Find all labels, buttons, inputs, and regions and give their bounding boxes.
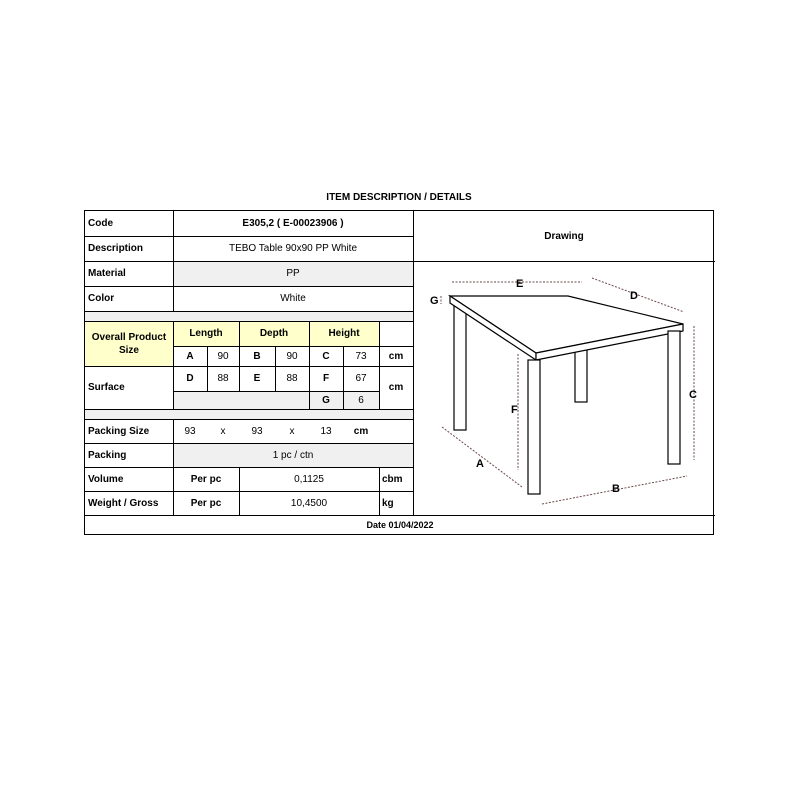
overall-size-label-line1: Overall Product <box>91 331 167 343</box>
drawing-letter-e: E <box>516 278 524 290</box>
dim-value-f: 67 <box>355 373 367 384</box>
footer-date: Date 01/04/2022 <box>366 520 434 530</box>
drawing-title: Drawing <box>544 230 584 242</box>
volume-unit: cbm <box>382 473 403 485</box>
drawing-letter-f: F <box>511 404 518 416</box>
code-value: E305,2 ( E-00023906 ) <box>242 218 344 229</box>
dim-value-g: 6 <box>358 394 364 406</box>
dim-value-e: 88 <box>286 373 298 384</box>
color-value: White <box>280 293 306 304</box>
dim-value-c: 73 <box>355 350 367 362</box>
drawing-letter-b: B <box>612 483 620 495</box>
dim-letter-b: B <box>253 350 261 362</box>
weight-value: 10,4500 <box>290 497 328 509</box>
spacer-shade-1 <box>85 311 413 321</box>
packing-value: 1 pc / ctn <box>272 449 314 461</box>
overall-unit: cm <box>388 350 404 362</box>
table-drawing <box>412 262 712 512</box>
length-header: Length <box>189 328 223 339</box>
packing-size-x2: x <box>289 425 295 437</box>
surface-label: Surface <box>88 382 125 393</box>
dim-line-a <box>442 427 522 487</box>
packing-size-length: 93 <box>184 425 196 437</box>
weight-unit: kg <box>382 497 394 509</box>
table-shape <box>450 296 683 494</box>
dim-value-b: 90 <box>286 350 298 362</box>
depth-header: Depth <box>259 328 289 339</box>
dim-letter-f: F <box>322 373 330 384</box>
dim-letter-e: E <box>253 373 261 384</box>
packing-size-x1: x <box>220 425 226 437</box>
dim-letter-a: A <box>186 350 194 362</box>
table-leg-front-right <box>668 331 680 464</box>
spacer-shade-2 <box>85 409 413 419</box>
volume-value: 0,1125 <box>294 473 324 485</box>
packing-size-width: 93 <box>251 425 263 437</box>
volume-label: Volume <box>88 473 124 485</box>
drawing-letter-c: C <box>689 389 697 401</box>
drawing-letter-a: A <box>476 458 484 470</box>
dim-value-a: 90 <box>217 350 229 362</box>
volume-per: Per pc <box>190 473 222 485</box>
code-label: Code <box>88 218 113 229</box>
description-value: TEBO Table 90x90 PP White <box>228 243 358 254</box>
table-leg-back-left <box>454 302 466 430</box>
color-label: Color <box>88 293 115 304</box>
description-label: Description <box>88 243 144 254</box>
dim-letter-c: C <box>322 350 330 362</box>
surface-unit: cm <box>388 382 404 393</box>
dim-value-d: 88 <box>217 373 229 384</box>
drawing-letter-g: G <box>430 295 439 307</box>
document-title: ITEM DESCRIPTION / DETAILS <box>326 192 472 203</box>
drawing-letter-d: D <box>630 290 638 302</box>
weight-label: Weight / Gross <box>88 497 159 509</box>
table-leg-front <box>528 360 540 494</box>
weight-per: Per pc <box>190 497 222 509</box>
dim-letter-d: D <box>186 373 194 384</box>
overall-size-label <box>85 321 173 366</box>
packing-label: Packing <box>88 449 127 461</box>
height-header: Height <box>328 328 360 339</box>
overall-size-label-line2: Size <box>118 344 139 356</box>
dim-letter-g: G <box>322 394 330 406</box>
material-label: Material <box>88 268 126 279</box>
material-value: PP <box>286 268 300 279</box>
packing-size-label: Packing Size <box>88 425 150 437</box>
packing-size-height: 13 <box>320 425 332 437</box>
packing-size-unit: cm <box>353 425 369 437</box>
